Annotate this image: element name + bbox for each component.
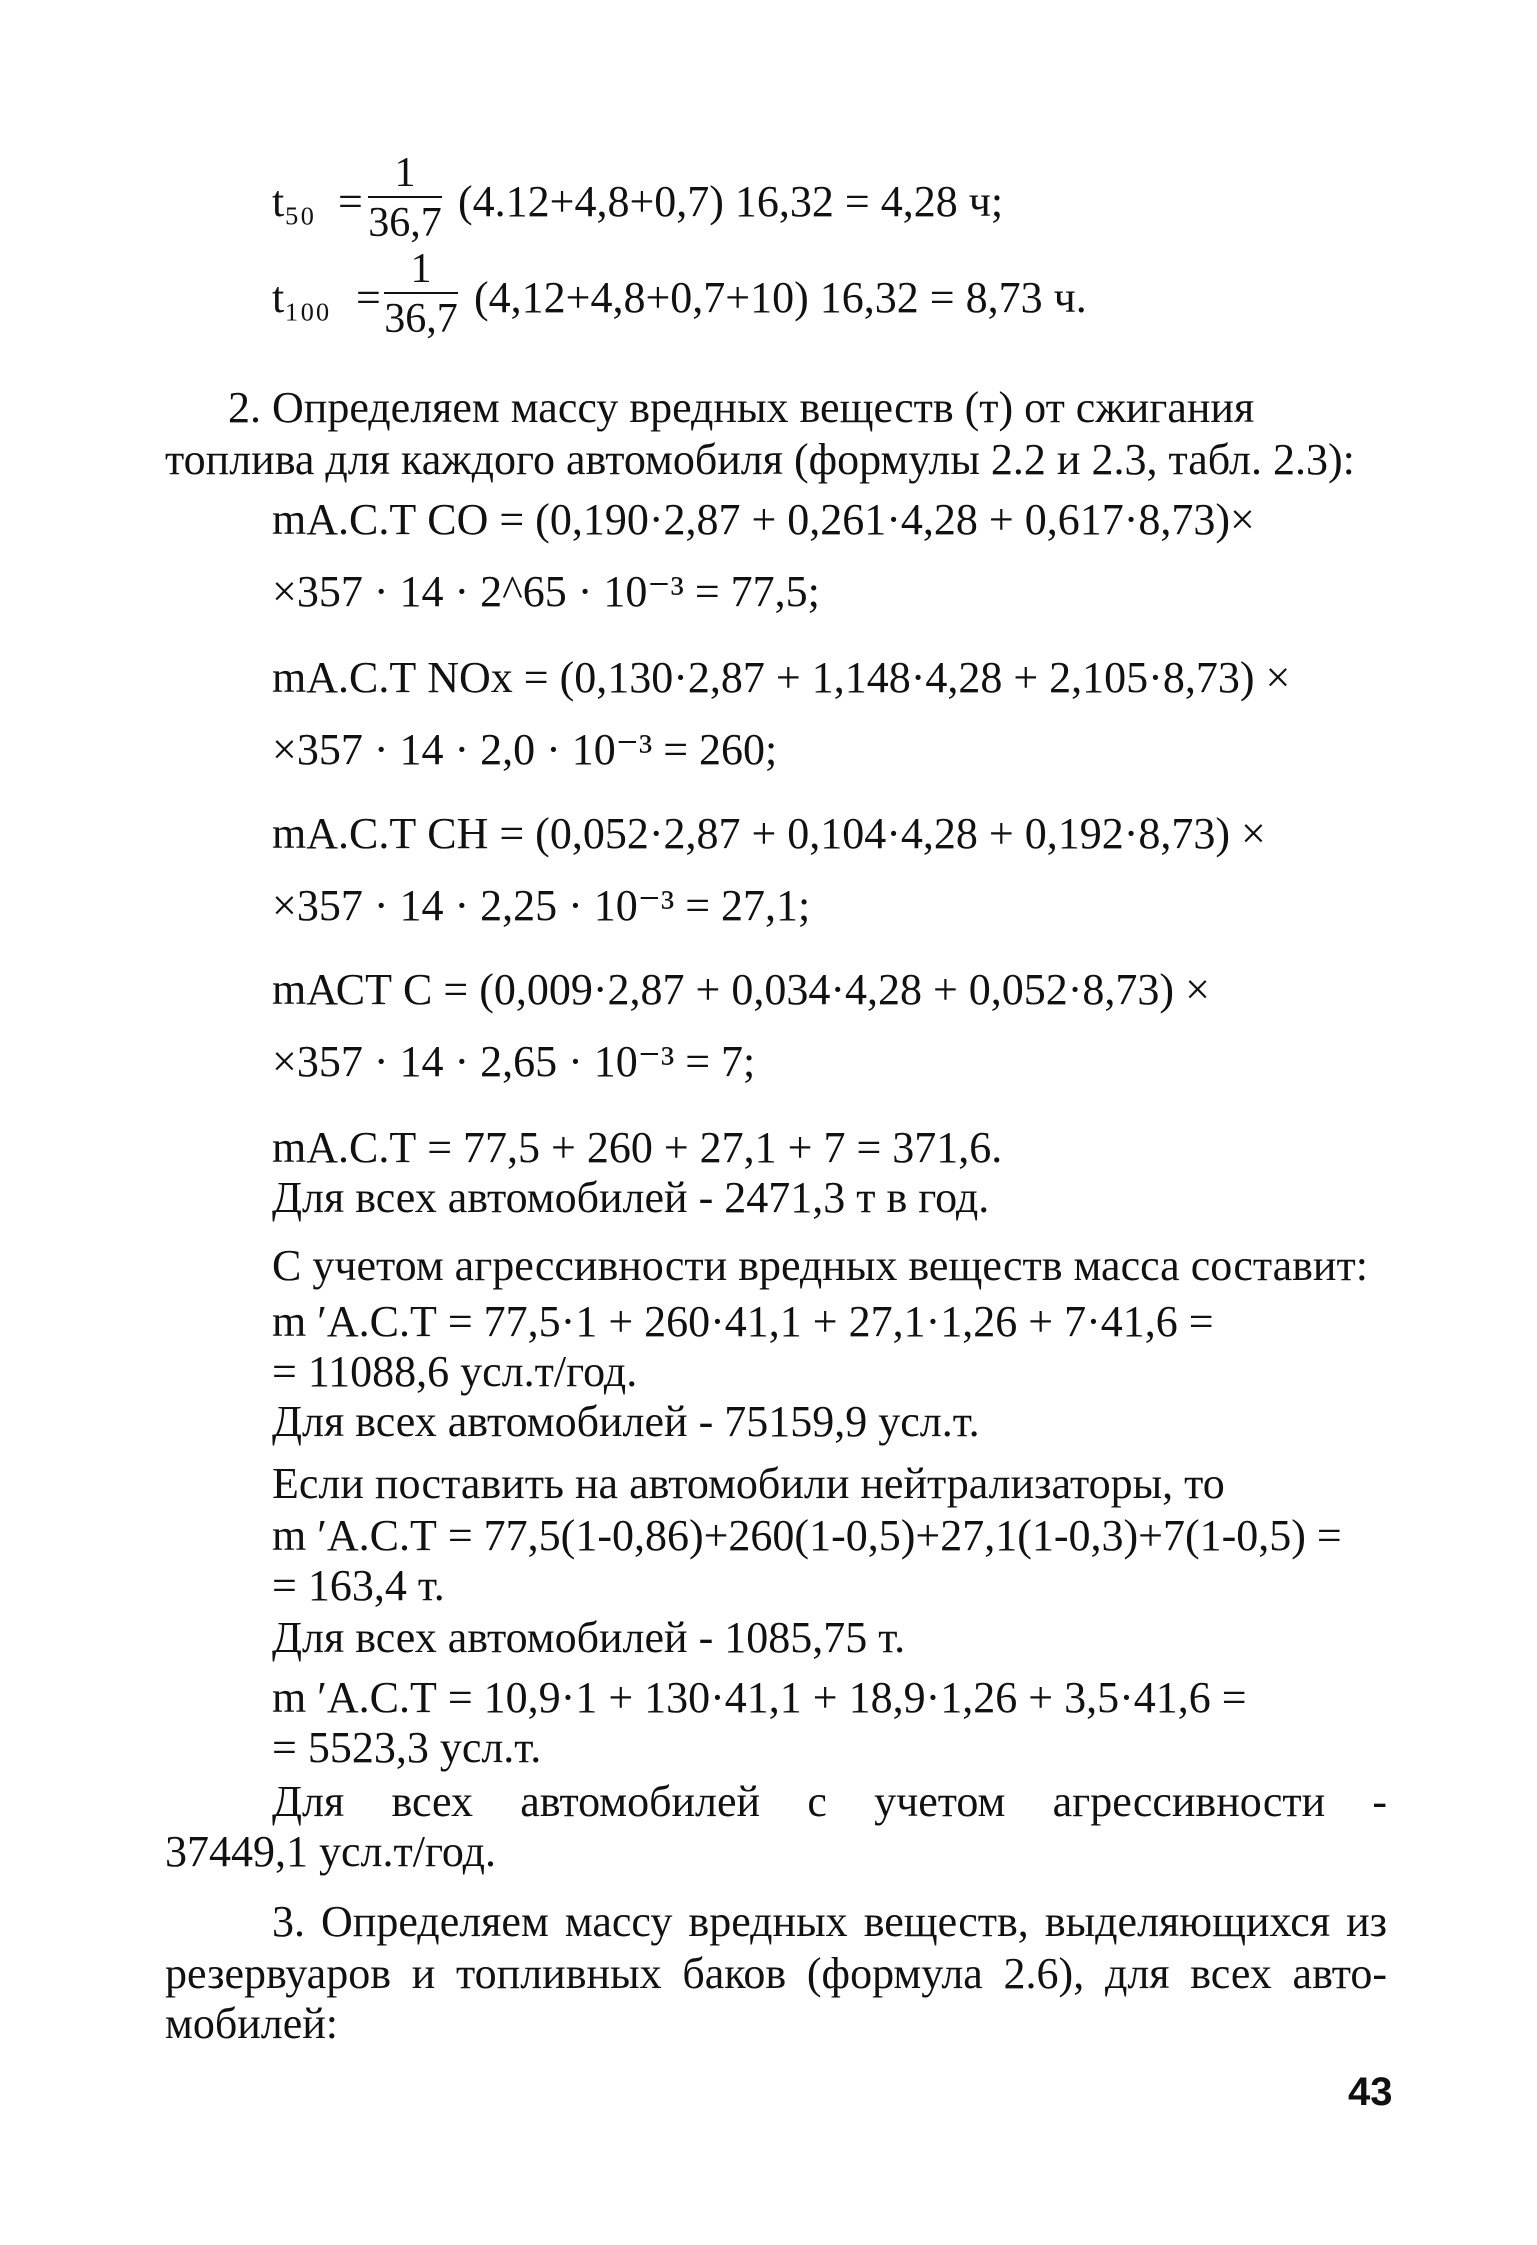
all-cars-final-line2: 37449,1 усл.т/год. (165, 1827, 497, 1876)
neutralizer-equation-line1: m ′А.С.Т = 77,5(1-0,86)+260(1-0,5)+27,1(1-0,3)+7(1-0,5) = (272, 1511, 1342, 1560)
fraction-t50 (368, 150, 442, 246)
fraction-numerator: 1 (394, 150, 416, 196)
formula-t100-rhs: (4,12+4,8+0,7+10) 16,32 = 8,73 ч. (474, 273, 1087, 322)
aggressiveness-intro: С учетом агрессивности вредных веществ масса составит: (272, 1241, 1368, 1290)
aggressiveness-equation-line1: m ′А.С.Т = 77,5·1 + 260·41,1 + 27,1·1,26 + 7·41,6 = (272, 1297, 1214, 1346)
all-cars-total-line: Для всех автомобилей - 2471,3 т в год. (272, 1173, 990, 1222)
all-cars-final-line1: Для всех автомобилей с учетом агрессивности - (272, 1777, 1388, 1826)
page-number: 43 (1348, 2070, 1393, 2114)
equation-c-line1: mАСТ C = (0,009·2,87 + 0,034·4,28 + 0,052·8,73) × (272, 965, 1210, 1014)
section2-heading-line1: 2. Определяем массу вредных веществ (т) от сжигания (228, 383, 1255, 432)
equation-ch-line1: mА.С.Т CH = (0,052·2,87 + 0,104·4,28 + 0,192·8,73) × (272, 809, 1266, 858)
equation-nox-line2: ×357 · 14 · 2,0 · 10⁻³ = 260; (272, 725, 778, 774)
fraction-numerator: 1 (410, 246, 432, 292)
fraction-t100 (384, 246, 458, 342)
equation-ch-line2: ×357 · 14 · 2,25 · 10⁻³ = 27,1; (272, 881, 811, 930)
equation-total: mА.С.Т = 77,5 + 260 + 27,1 + 7 = 371,6. (272, 1123, 1003, 1172)
section2-heading-line2: топлива для каждого автомобиля (формулы 2.2 и 2.3, табл. 2.3): (165, 435, 1355, 484)
fraction-denominator: 36,7 (384, 292, 458, 342)
section3-line2: резервуаров и топливных баков (формула 2.6), для всех авто- (165, 1949, 1388, 1998)
formula-t50-lhs: t₅₀ (272, 177, 315, 226)
section3-line1: 3. Определяем массу вредных веществ, выделяющихся из (272, 1897, 1388, 1946)
all-cars-neutralizer-line: Для всех автомобилей - 1085,75 т. (272, 1613, 906, 1662)
all-cars-aggressiveness-line: Для всех автомобилей - 75159,9 усл.т. (272, 1397, 980, 1446)
section3-line3: мобилей: (165, 1999, 339, 2048)
aggressiveness-neutralizer-equation-line1: m ′А.С.Т = 10,9·1 + 130·41,1 + 18,9·1,26 + 3,5·41,6 = (272, 1673, 1247, 1722)
formula-t100-lhs: t₁₀₀ (272, 273, 331, 322)
aggressiveness-neutralizer-equation-line2: = 5523,3 усл.т. (272, 1723, 542, 1772)
neutralizer-equation-line2: = 163,4 т. (272, 1561, 445, 1610)
equation-co-line1: mА.С.Т CO = (0,190·2,87 + 0,261·4,28 + 0,617·8,73)× (272, 495, 1255, 544)
equation-nox-line1: mА.С.Т NOx = (0,130·2,87 + 1,148·4,28 + 2,105·8,73) × (272, 653, 1291, 702)
formula-t50-rhs: (4.12+4,8+0,7) 16,32 = 4,28 ч; (458, 177, 1004, 226)
equation-c-line2: ×357 · 14 · 2,65 · 10⁻³ = 7; (272, 1037, 756, 1086)
equals-sign: = (356, 273, 381, 322)
equation-co-line2: ×357 · 14 · 2^65 · 10⁻³ = 77,5; (272, 567, 820, 616)
fraction-denominator: 36,7 (368, 196, 442, 246)
equals-sign: = (338, 177, 363, 226)
aggressiveness-equation-line2: = 11088,6 усл.т/год. (272, 1347, 638, 1396)
neutralizer-intro: Если поставить на автомобили нейтрализаторы, то (272, 1459, 1225, 1508)
